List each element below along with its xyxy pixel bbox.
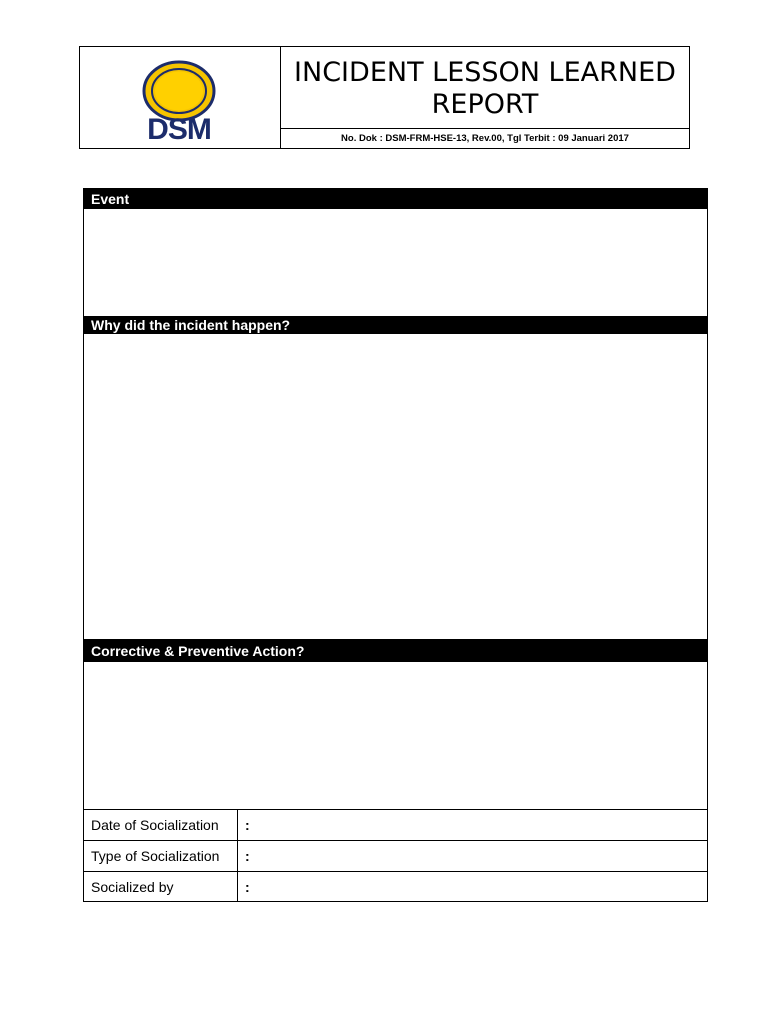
logo-text: DSM [147, 113, 211, 143]
document-header [79, 46, 690, 149]
socialization-row-by [84, 871, 707, 902]
socialized-by-label: Socialized by [84, 872, 238, 902]
why-content-area[interactable] [84, 334, 707, 639]
date-of-socialization-field[interactable] [256, 810, 701, 840]
dsm-logo [138, 55, 220, 143]
socialized-by-field[interactable] [256, 872, 701, 902]
row-separator: : [245, 817, 250, 833]
socialization-row-type [84, 840, 707, 871]
report-form [83, 188, 708, 902]
report-title: INCIDENT LESSON LEARNED REPORT [281, 47, 689, 129]
document-number: No. Dok : DSM-FRM-HSE-13, Rev.00, Tgl Terbit : 09 Januari 2017 [341, 133, 629, 144]
type-of-socialization-label: Type of Socialization [84, 841, 238, 871]
why-heading: Why did the incident happen? [84, 316, 707, 334]
date-of-socialization-label: Date of Socialization [84, 810, 238, 840]
logo-ring-icon [144, 62, 214, 120]
row-separator: : [245, 879, 250, 895]
action-heading: Corrective & Preventive Action? [84, 639, 707, 662]
socialization-row-date [84, 809, 707, 840]
type-of-socialization-field[interactable] [256, 841, 701, 871]
row-separator: : [245, 848, 250, 864]
event-heading: Event [84, 189, 707, 209]
action-content-area[interactable] [84, 662, 707, 809]
logo-cell [80, 47, 281, 148]
event-content-area[interactable] [84, 209, 707, 316]
